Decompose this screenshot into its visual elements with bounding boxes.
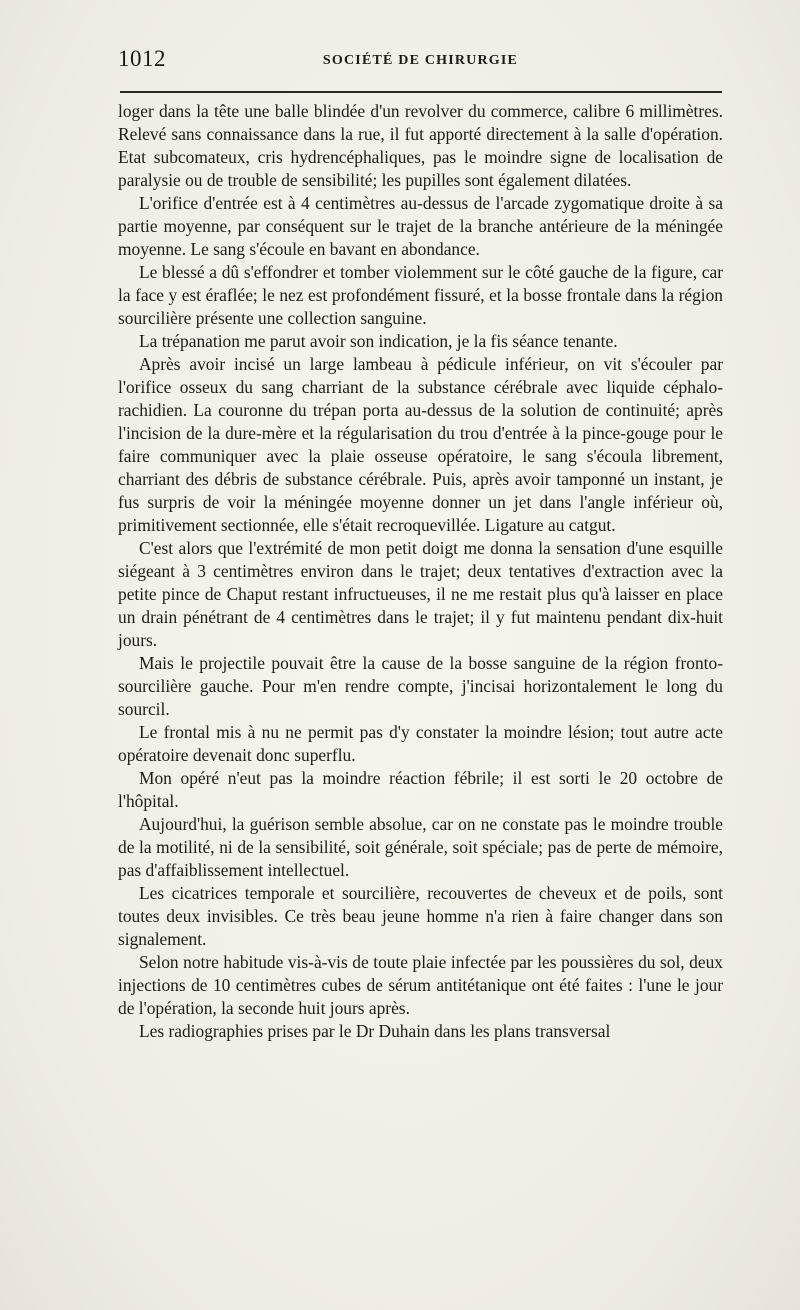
paragraph: Mon opéré n'eut pas la moindre réaction fébrile; il est sorti le 20 octobre de l'hôpital.: [118, 768, 723, 811]
paragraph: Les radiographies prises par le Dr Duhain dans les plans transversal: [139, 1021, 611, 1041]
page-number: 1012: [118, 46, 166, 71]
paragraph: La trépanation me parut avoir son indication, je la fis séance tenante.: [139, 331, 618, 351]
running-title: SOCIÉTÉ DE CHIRURGIE: [322, 53, 519, 68]
paragraph: L'orifice d'entrée est à 4 centimètres au-dessus de l'arcade zygomatique droite à sa partie moyenne, par conséquent sur le trajet de la branche antérieure de la méningée moyenne. Le sang s'écoule en bavant en abondance.: [118, 193, 723, 259]
header-rule: [120, 91, 722, 93]
paragraph: Mais le projectile pouvait être la cause de la bosse sanguine de la région fronto-sourcilière gauche. Pour m'en rendre compte, j'incisai horizontalement le long du sourcil.: [118, 653, 723, 719]
paragraph: Aujourd'hui, la guérison semble absolue, car on ne constate pas le moindre trouble de la motilité, ni de la sensibilité, soit générale, soit spéciale; pas de perte de mémoire, pas d'affaiblissement intellectuel.: [118, 814, 723, 880]
paragraph: loger dans la tête une balle blindée d'un revolver du commerce, calibre 6 millimètres. Relevé sans connaissance dans la rue, il fut apporté directement à la salle d'opération. Etat subcomateux, cris hydrencéphaliques, pas le moindre signe de localisation de paralysie ou de trouble de sensibilité; les pupilles sont également dilatées.: [118, 101, 723, 190]
paragraph: C'est alors que l'extrémité de mon petit doigt me donna la sensation d'une esquille siégeant à 3 centimètres environ dans le trajet; deux tentatives d'extraction avec la petite pince de Chaput restant infructueuses, il ne me restait plus qu'à laisser en place un drain pénétrant de 4 centimètres dans le trajet; il y fut maintenu pendant dix-huit jours.: [118, 538, 723, 650]
paragraph: Le frontal mis à nu ne permit pas d'y constater la moindre lésion; tout autre acte opératoire devenait donc superflu.: [118, 722, 723, 765]
body-text: [118, 100, 723, 1043]
paragraph: Après avoir incisé un large lambeau à pédicule inférieur, on vit s'écouler par l'orifice osseux du sang charriant de la substance cérébrale avec liquide céphalo-rachidien. La couronne du trépan porta au-dessus de la solution de continuité; après l'incision de la dure-mère et la régularisation du trou d'entrée à la pince-gouge pour le faire communiquer avec la plaie osseuse opératoire, le sang s'écoula librement, charriant des débris de substance cérébrale. Puis, après avoir tamponné un instant, je fus surpris de voir la méningée moyenne donner un jet dans l'angle inférieur où, primitivement sectionnée, elle s'était recroquevillée. Ligature au catgut.: [118, 354, 723, 535]
page-header: [118, 46, 723, 86]
paragraph: Selon notre habitude vis-à-vis de toute plaie infectée par les poussières du sol, deux injections de 10 centimètres cubes de sérum antitétanique ont été faites : l'une le jour de l'opération, la seconde huit jours après.: [118, 952, 723, 1018]
paragraph: Les cicatrices temporale et sourcilière, recouvertes de cheveux et de poils, sont toutes deux invisibles. Ce très beau jeune homme n'a rien à faire changer dans son signalement.: [118, 883, 723, 949]
paragraph: Le blessé a dû s'effondrer et tomber violemment sur le côté gauche de la figure, car la face y est éraflée; le nez est profondément fissuré, et la bosse frontale dans la région sourcilière présente une collection sanguine.: [118, 262, 723, 328]
